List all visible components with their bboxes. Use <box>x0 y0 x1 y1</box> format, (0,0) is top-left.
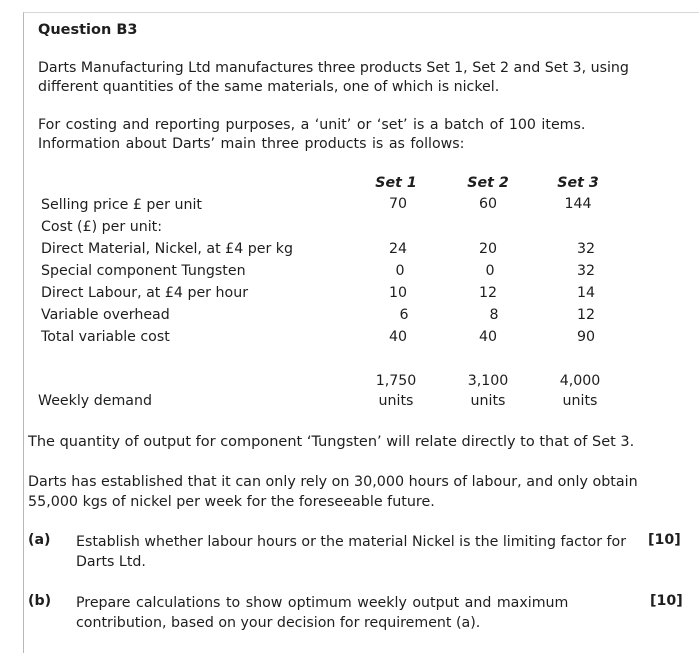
table-cell: 8 <box>489 307 499 323</box>
demand-unit-set-2: units <box>470 393 506 409</box>
table-cell: 0 <box>395 263 405 279</box>
table-cell: 6 <box>399 307 409 323</box>
part-b-marks: [10] <box>650 593 683 609</box>
demand-quantity-set-2: 3,100 <box>467 373 509 389</box>
column-header-set-3: Set 3 <box>557 175 599 191</box>
table-cell: 70 <box>388 196 408 212</box>
table-cell: 12 <box>576 307 596 323</box>
demand-unit-set-1: units <box>378 393 414 409</box>
constraint-paragraph <box>28 472 638 512</box>
part-a-line-1: Establish whether labour hours or the material Nickel is the limiting factor for <box>76 534 627 550</box>
tungsten-note: The quantity of output for component ‘Tungsten’ will relate directly to that of Set 3. <box>28 434 635 450</box>
part-a-marks: [10] <box>648 532 681 548</box>
demand-quantity-set-1: 1,750 <box>375 373 417 389</box>
row-label-direct-material: Direct Material, Nickel, at £4 per kg <box>41 241 294 257</box>
costing-paragraph <box>38 116 585 154</box>
costing-line-1: For costing and reporting purposes, a ‘unit’ or ‘set’ is a batch of 100 items. <box>38 117 586 133</box>
intro-line-1: Darts Manufacturing Ltd manufactures three products Set 1, Set 2 and Set 3, using <box>38 60 629 76</box>
table-cell: 32 <box>576 263 596 279</box>
part-b-text <box>76 593 568 633</box>
intro-line-2: different quantities of the same materials, one of which is nickel. <box>38 79 500 95</box>
table-cell: 0 <box>485 263 495 279</box>
table-cell: 24 <box>388 241 408 257</box>
row-label-cost-per-unit: Cost (£) per unit: <box>41 219 163 235</box>
row-label-variable-overhead: Variable overhead <box>41 307 170 323</box>
row-label-selling-price: Selling price £ per unit <box>41 197 202 213</box>
row-label-tungsten: Special component Tungsten <box>41 263 246 279</box>
part-b-line-1: Prepare calculations to show optimum weekly output and maximum <box>76 595 569 611</box>
costing-line-2: Information about Darts’ main three products is as follows: <box>38 136 465 152</box>
table-cell: 14 <box>576 285 596 301</box>
row-label-weekly-demand: Weekly demand <box>38 393 152 409</box>
constraint-line-2: 55,000 kgs of nickel per week for the foreseeable future. <box>28 494 435 510</box>
part-b-line-2: contribution, based on your decision for requirement (a). <box>76 615 481 631</box>
table-cell: 144 <box>564 196 592 212</box>
constraint-line-1: Darts has established that it can only rely on 30,000 hours of labour, and only obtain <box>28 474 638 490</box>
table-cell: 20 <box>478 241 498 257</box>
table-cell: 90 <box>576 329 596 345</box>
question-title: Question B3 <box>38 22 138 38</box>
table-cell: 60 <box>478 196 498 212</box>
table-cell: 32 <box>576 241 596 257</box>
column-header-set-2: Set 2 <box>467 175 509 191</box>
row-label-total-variable-cost: Total variable cost <box>41 329 170 345</box>
demand-quantity-set-3: 4,000 <box>559 373 601 389</box>
part-a-label: (a) <box>28 532 51 548</box>
row-label-direct-labour: Direct Labour, at £4 per hour <box>41 285 249 301</box>
intro-paragraph <box>38 59 629 97</box>
part-a-line-2: Darts Ltd. <box>76 554 146 570</box>
part-a-text <box>76 532 626 572</box>
table-cell: 12 <box>478 285 498 301</box>
table-cell: 40 <box>478 329 498 345</box>
demand-unit-set-3: units <box>562 393 598 409</box>
table-cell: 10 <box>388 285 408 301</box>
table-cell: 40 <box>388 329 408 345</box>
column-header-set-1: Set 1 <box>375 175 417 191</box>
part-b-label: (b) <box>28 593 52 609</box>
